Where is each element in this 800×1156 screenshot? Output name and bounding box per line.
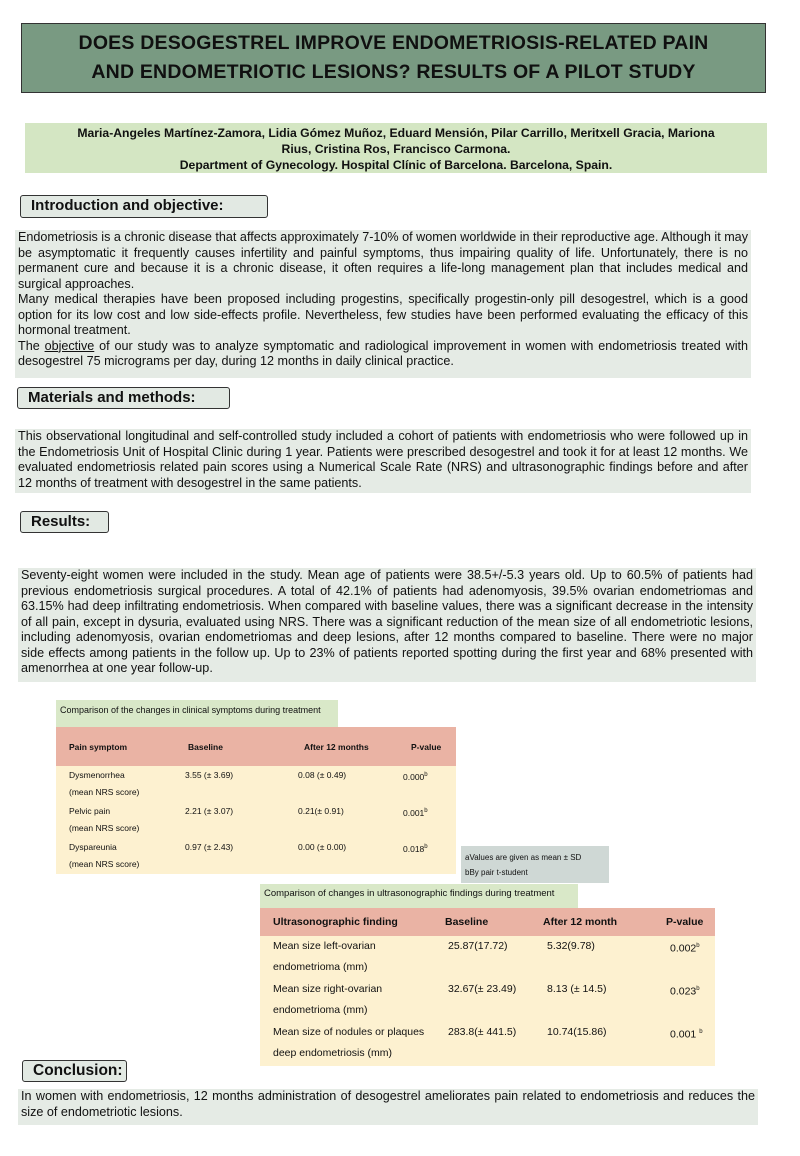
table2-caption: Comparison of changes in ultrasonographic findings during treatment xyxy=(260,884,578,908)
table2-header-pvalue: P-value xyxy=(666,916,704,928)
objective-prefix: The xyxy=(18,338,45,353)
introduction-text xyxy=(15,230,751,378)
table1-row1-after: 0.08 (± 0.49) xyxy=(298,770,347,780)
authors-line-1: Maria-Angeles Martínez-Zamora, Lidia Gómez Muñoz, Eduard Mensión, Pilar Carrillo, Meritxell Gracia, Mariona xyxy=(77,126,715,140)
table2-row1-finding: Mean size left-ovarian xyxy=(273,940,376,952)
table1-header-symptom: Pain symptom xyxy=(69,741,128,752)
table2-row2-finding: Mean size right-ovarian xyxy=(273,983,383,995)
introduction-paragraph-3 xyxy=(18,339,748,370)
table2-body xyxy=(260,936,715,1066)
table1-row1-baseline: 3.55 (± 3.69) xyxy=(185,770,234,780)
table2-row3-after: 10.74(15.86) xyxy=(547,1026,607,1038)
table1-row2-after: 0.21(± 0.91) xyxy=(298,806,344,816)
table1-header-baseline: Baseline xyxy=(188,741,223,752)
table2-header-finding: Ultrasonographic finding xyxy=(273,916,398,928)
table2-row1-baseline: 25.87(17.72) xyxy=(448,940,508,952)
table2-row3-baseline: 283.8(± 441.5) xyxy=(448,1026,517,1038)
table2-row2-baseline: 32.67(± 23.49) xyxy=(448,983,517,995)
table2-row3-pvalue: 0.001 $^b$ xyxy=(670,1028,703,1041)
table-row xyxy=(260,936,715,978)
introduction-paragraph-1: Endometriosis is a chronic disease that affects approximately 7-10% of women worldwide in their reproductive age. Although it may be asymptomatic it frequently causes infertility and painful symptoms, thus impairing quality of life. Unfortunately, there is no permanent cure and because it is a chronic disease, it often requires a life-long management plan that includes medical and surgical approaches. xyxy=(18,230,748,291)
poster-title xyxy=(79,29,709,87)
table1-row3-sub: (mean NRS score) xyxy=(69,859,140,869)
table-row xyxy=(56,767,456,802)
table-row xyxy=(56,803,456,838)
table2-row2-sub: endometrioma (mm) xyxy=(273,1004,368,1016)
table1-row2-symptom: Pelvic pain xyxy=(69,806,111,816)
introduction-paragraph-2: Many medical therapies have been proposed including progestins, specifically progestin-only pill desogestrel, which is a good option for its low cost and low side-effects profile. Nevertheless, few studies have been performed evaluating the efficacy of this hormonal treatment. xyxy=(18,292,748,337)
title-line-2: AND ENDOMETRIOTIC LESIONS? RESULTS OF A PILOT STUDY xyxy=(91,61,696,83)
footnote-a: aValues are given as mean ± SD xyxy=(465,853,582,862)
table-row xyxy=(260,979,715,1021)
introduction-heading: Introduction and objective: xyxy=(20,195,268,218)
methods-heading: Materials and methods: xyxy=(17,387,230,409)
title-line-1: DOES DESOGESTREL IMPROVE ENDOMETRIOSIS-RELATED PAIN xyxy=(78,32,709,54)
results-text: Seventy-eight women were included in the study. Mean age of patients were 38.5+/-5.3 years old. Up to 60.5% of patients had previous endometriosis surgical procedures. A total of 42.1% of patients had adenomyosis, 39.5% ovarian endometriomas and 63.15% had deep infiltrating endometriosis. When compared with baseline values, there was a significant decrease in the intensity of all pain, except in dysuria, evaluated using NRS. There was a significant reduction of the mean size of all endometriotic lesions, including adenomyosis, ovarian endometriomas and deep lesions, after 12 months compared to baseline. There were no major side effects among patients in the follow up. Up to 23% of patients reported spotting during the first year and 68% presented with amenorrhea at one year follow-up. xyxy=(18,568,756,682)
table2-row1-after: 5.32(9.78) xyxy=(547,940,595,952)
table1-row3-baseline: 0.97 (± 2.43) xyxy=(185,842,234,852)
table1-row2-sub: (mean NRS score) xyxy=(69,823,140,833)
table2-row2-after: 8.13 (± 14.5) xyxy=(547,983,607,995)
affiliation: Department of Gynecology. Hospital Clínic of Barcelona. Barcelona, Spain. xyxy=(179,158,613,172)
methods-text: This observational longitudinal and self-controlled study included a cohort of patients with endometriosis who were followed up in the Endometriosis Unit of Hospital Clinic during 1 year. Patients were prescribed desogestrel and took it for at least 12 months. We evaluated endometriosis related pain scores using a Numerical Scale Rate (NRS) and ultrasonographic findings before and after 12 months of treatment with desogestrel in the same patients. xyxy=(15,429,751,493)
table1-row2-pvalue: 0.001$^b$ xyxy=(403,807,428,818)
table1-caption: Comparison of the changes in clinical symptoms during treatment xyxy=(56,700,338,727)
table2-row1-pvalue: 0.002$^b$ xyxy=(670,942,700,955)
table2-row3-finding: Mean size of nodules or plaques xyxy=(273,1026,425,1038)
objective-underlined: objective xyxy=(44,338,95,353)
table1-body xyxy=(56,766,456,874)
table2-row2-pvalue: 0.023$^b$ xyxy=(670,985,700,998)
table1-header-after: After 12 months xyxy=(304,741,369,752)
table2-header-row xyxy=(260,908,715,936)
table1-row2-baseline: 2.21 (± 3.07) xyxy=(185,806,234,816)
footnote-b: bBy pair t-student xyxy=(465,868,528,877)
table1-row3-after: 0.00 (± 0.00) xyxy=(298,842,347,852)
authors-banner xyxy=(25,123,767,173)
results-heading: Results: xyxy=(20,511,109,533)
table1-row3-symptom: Dyspareunia xyxy=(69,842,117,852)
table1-header-pvalue: P-value xyxy=(411,741,442,752)
conclusion-heading: Conclusion: xyxy=(22,1060,127,1082)
table-footnotes xyxy=(461,846,609,883)
table1-row1-sub: (mean NRS score) xyxy=(69,787,140,797)
table1-header-row xyxy=(56,727,456,766)
authors-line-2: Rius, Cristina Ros, Francisco Carmona. xyxy=(281,142,511,156)
table-row xyxy=(260,1022,715,1064)
table1-row1-pvalue: 0.000$^b$ xyxy=(403,771,428,782)
conclusion-text: In women with endometriosis, 12 months administration of desogestrel ameliorates pain related to endometriosis and reduces the size of endometriotic lesions. xyxy=(18,1089,758,1125)
table-row xyxy=(56,839,456,874)
table2-header-baseline: Baseline xyxy=(445,916,489,928)
table1-row3-pvalue: 0.018$^b$ xyxy=(403,843,428,854)
table1-row1-symptom: Dysmenorrhea xyxy=(69,770,125,780)
objective-rest: of our study was to analyze symptomatic and radiological improvement in women with endometriosis treated with desogestrel 75 micrograms per day, during 12 months in daily clinical practice. xyxy=(18,338,748,368)
table2-row1-sub: endometrioma (mm) xyxy=(273,961,368,973)
table2-header-after: After 12 month xyxy=(543,916,618,928)
title-banner xyxy=(21,23,766,93)
table2-row3-sub: deep endometriosis (mm) xyxy=(273,1047,393,1059)
